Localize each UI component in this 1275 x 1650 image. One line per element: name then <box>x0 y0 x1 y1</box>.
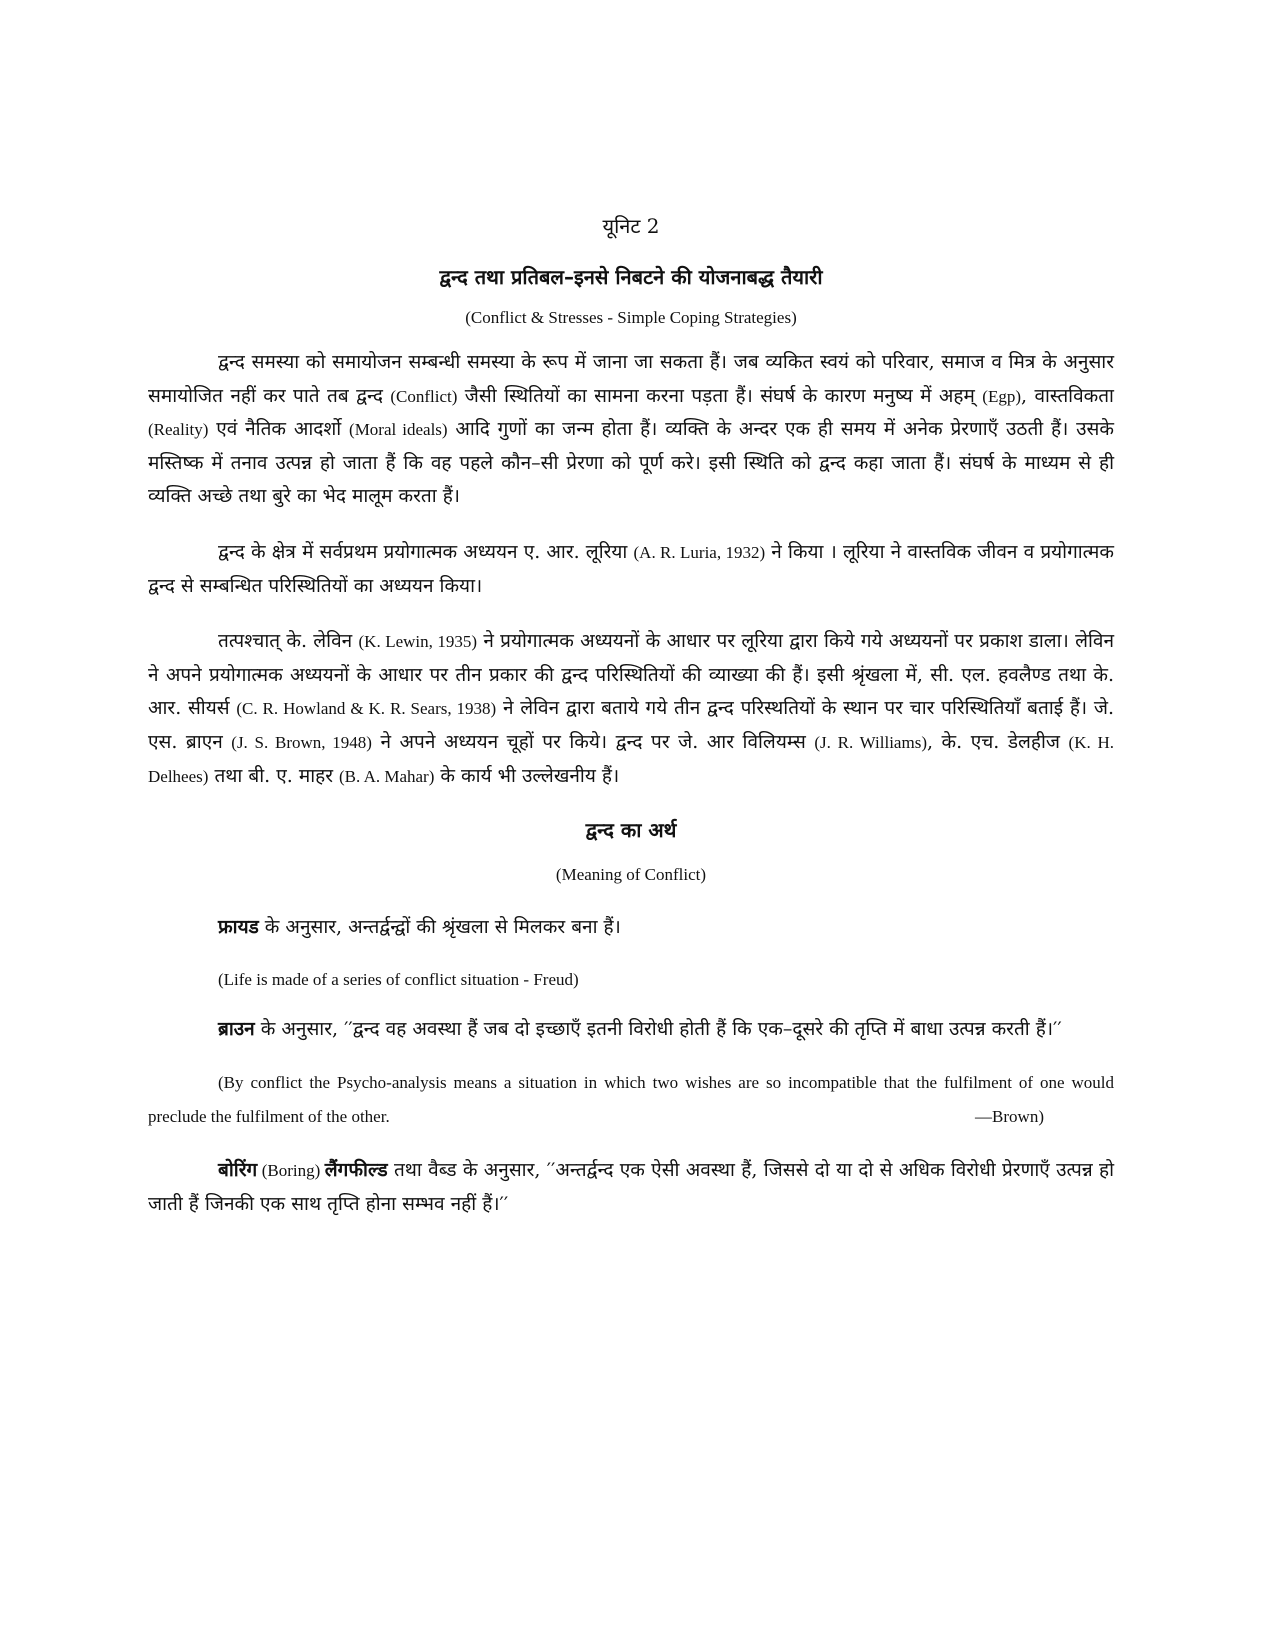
quote-freud <box>148 911 1114 945</box>
chapter-subtitle: (Conflict & Stresses - Simple Coping Strategies) <box>465 308 797 327</box>
text-run: , वास्तविकता <box>1021 384 1114 407</box>
author-name: फ्रायड <box>218 916 259 939</box>
text-run: आदि गुणों का जन्म होता हैं। व्यक्ति के अन्दर एक ही समय में अनेक प्रेरणाएँ उठती हैं। उसके मस्तिष्क में तनाव उत्पन्न हो जाता हैं कि वह पहले कौन–सी प्रेरणा को पूर्ण करे। इसी स्थिति को द्वन्द कहा जाता हैं। संघर्ष के माध्यम से ही व्यक्ति अच्छे तथा बुरे का भेद मालूम करता हैं। <box>148 418 1114 508</box>
chapter-title: द्वन्द तथा प्रतिबल–इनसे निबटने की योजनाबद्ध तैयारी <box>439 265 823 289</box>
english-term: (Boring) <box>257 1161 325 1181</box>
english-citation: (K. Lewin, 1935) <box>358 632 478 652</box>
english-term: (Egp) <box>982 386 1021 406</box>
english-citation: (J. S. Brown, 1948) <box>231 732 372 752</box>
text-run: एवं नैतिक आदर्शो <box>208 418 350 441</box>
text-run: ने लेविन द्वारा बताये गये तीन द्वन्द परिस्थतियों के स्थान पर चार परिस्थितियाँ बताई हैं। जे. एस. ब्राएन <box>148 697 1114 753</box>
text-run: ने अपने अध्ययन चूहों पर किये। द्वन्द पर जे. आर विलियम्स <box>371 730 815 753</box>
quote-freud-english: (Life is made of a series of conflict situation - Freud) <box>218 969 579 989</box>
text-run: जैसी स्थितियों का सामना करना पड़ता हैं। संघर्ष के कारण मनुष्य में अहम् <box>457 384 983 407</box>
author-name: बोरिंग <box>218 1159 258 1182</box>
author-name: लैंगफील्ड <box>324 1159 388 1182</box>
paragraph-lewin <box>148 625 1114 793</box>
english-citation: (B. A. Mahar) <box>339 766 435 786</box>
text-run: द्वन्द के क्षेत्र में सर्वप्रथम प्रयोगात्मक अध्ययन ए. आर. लूरिया <box>218 540 634 563</box>
text-run: ने किया । लूरिया ने वास्तविक जीवन व प्रयोगात्मक द्वन्द से सम्बन्धित परिस्थितियों का अध्ययन किया। <box>148 540 1114 597</box>
quote-english-text: (By conflict the Psycho-analysis means a situation in which two wishes are so incompatible that the fulfilment of one would preclude the fulfilment of the other. <box>148 1073 1114 1127</box>
text-run: तत्पश्चात् के. लेविन <box>218 630 359 653</box>
quote-attribution: —Brown) <box>975 1107 1044 1127</box>
page-content <box>148 212 1114 1242</box>
quote-brown-english <box>148 1066 1114 1134</box>
text-run: तथा बी. ए. माहर <box>208 764 340 787</box>
paragraph-intro <box>148 346 1114 514</box>
text-run: , के. एच. डेलहीज <box>926 730 1069 753</box>
english-citation: (K. H. Delhees) <box>148 732 1115 786</box>
english-citation: (A. R. Luria, 1932) <box>633 542 766 562</box>
quote-brown <box>148 1013 1114 1047</box>
author-name: ब्राउन <box>218 1017 255 1040</box>
quote-text: के अनुसार, अन्तर्द्वन्द्वों की श्रृंखला से मिलकर बना हैं। <box>258 916 621 939</box>
section-subtitle: (Meaning of Conflict) <box>555 865 707 885</box>
english-term: (Reality) <box>148 420 209 440</box>
text-run: के कार्य भी उल्लेखनीय हैं। <box>434 764 620 787</box>
section-title: द्वन्द का अर्थ <box>585 818 677 843</box>
quote-text: के अनुसार, ′′द्वन्द वह अवस्था हैं जब दो इच्छाएँ इतनी विरोधी होती हैं कि एक–दूसरे की तृप्ति में बाधा उत्पन्न करती हैं।′′ <box>254 1017 1062 1040</box>
english-term: (Moral ideals) <box>349 420 448 440</box>
english-citation: (C. R. Howland & K. R. Sears, 1938) <box>236 699 497 719</box>
quote-boring <box>148 1154 1114 1221</box>
paragraph-luria <box>148 536 1114 603</box>
text-run: ने प्रयोगात्मक अध्ययनों के आधार पर लूरिया द्वारा किये गये अध्ययनों पर प्रकाश डाला। लेविन ने अपने प्रयोगात्मक अध्ययनों के आधार पर तीन प्रकार की द्वन्द परिस्थितियों की व्याख्या की हैं। इसी श्रृंखला में, सी. एल. हवलैण्ड तथा के. आर. सीयर्स <box>148 630 1114 720</box>
english-citation: (J. R. Williams) <box>814 732 927 752</box>
unit-label: यूनिट 2 <box>602 214 660 238</box>
text-run: द्वन्द समस्या को समायोजन सम्बन्धी समस्या के रूप में जाना जा सकता हैं। जब व्यकित स्वयं को परिवार, समाज व मित्र के अनुसार समायोजित नहीं कर पाते तब द्वन्द <box>148 351 1114 407</box>
english-term: (Conflict) <box>390 386 458 406</box>
quote-text: तथा वैब्ड के अनुसार, ′′अन्तर्द्वन्द एक ऐसी अवस्था हैं, जिससे दो या दो से अधिक विरोधी प्रेरणाएँ उत्पन्न हो जाती हैं जिनकी एक साथ तृप्ति होना सम्भव नहीं हैं।′′ <box>148 1159 1114 1215</box>
